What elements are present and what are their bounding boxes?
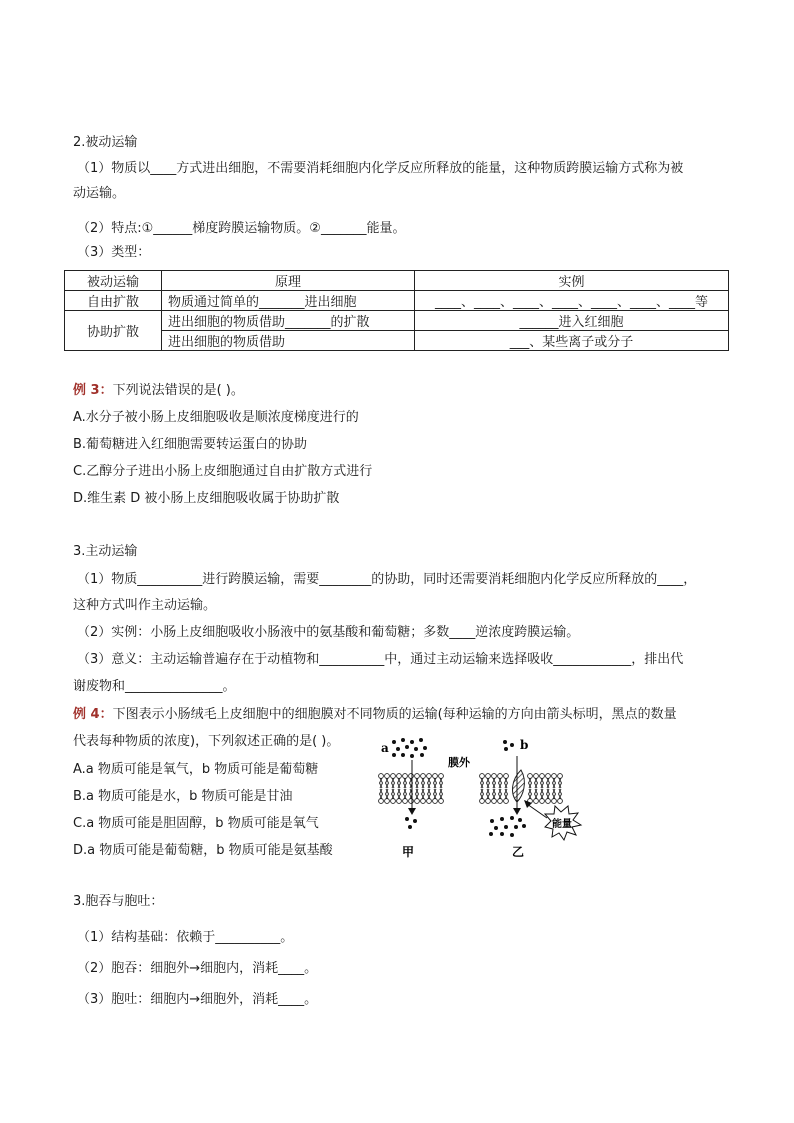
carrier-protein [512,770,524,802]
option-d: D.a 物质可能是葡萄糖，b 物质可能是氨基酸 [73,843,333,858]
option-b: B.a 物质可能是水，b 物质可能是甘油 [73,789,293,804]
paragraph: （2）特点:①______梯度跨膜运输物质。②_______能量。 [77,221,406,236]
section-title: 2.被动运输 [73,135,138,150]
passive-transport-table [64,270,729,351]
example-question [73,706,677,724]
table-row [65,291,729,311]
substance-b-outside-dots [503,740,514,751]
table-cell: 进出细胞的物质借助_______的扩散 [162,311,415,331]
label-b: b [520,738,529,752]
example-question [73,382,244,400]
table-header: 原理 [162,271,415,291]
table-cell: 物质通过简单的_______进出细胞 [162,291,415,311]
table-cell: 协助扩散 [65,311,162,351]
paragraph: （1）物质以____方式进出细胞，不需要消耗细胞内化学反应所释放的能量，这种物质跨膜运输方式称为被 [77,161,684,176]
paragraph: （3）胞吐：细胞内→细胞外，消耗____。 [77,992,318,1007]
question-text: 下列说法错误的是( )。 [112,383,244,398]
energy-arrow [527,804,547,818]
paragraph: 谢废物和_______________。 [73,679,236,694]
membrane-transport-figure [375,728,615,863]
section-title: 3.胞吞与胞吐： [73,894,164,909]
paragraph: 动运输。 [73,186,126,201]
label-jia: 甲 [402,845,415,859]
table-cell: 进出细胞的物质借助 [162,331,415,351]
table-cell: ______进入红细胞 [415,311,729,331]
section-title: 3.主动运输 [73,544,138,559]
membrane-jia [379,774,444,804]
option-c: C.a 物质可能是胆固醇，b 物质可能是氧气 [73,816,319,831]
question-text: 代表每种物质的浓度)，下列叙述正确的是( )。 [73,734,340,749]
arrow-b-head [513,808,521,815]
question-text: 下图表示小肠绒毛上皮细胞中的细胞膜对不同物质的运输(每种运输的方向由箭头标明，黑点的数量 [112,707,677,722]
option-c: C.乙醇分子进出小肠上皮细胞通过自由扩散方式进行 [73,464,373,479]
arrow-a-head [408,808,416,815]
option-b: B.葡萄糖进入红细胞需要转运蛋白的协助 [73,437,308,452]
paragraph: （1）结构基础：依赖于__________。 [77,930,294,945]
table-header: 被动运输 [65,271,162,291]
table-header: 实例 [415,271,729,291]
substance-a-inside-dots [405,817,417,829]
table-cell: 自由扩散 [65,291,162,311]
table-cell: ____、____、____、____、____、____、____等 [415,291,729,311]
option-a: A.a 物质可能是氧气，b 物质可能是葡萄糖 [73,762,319,777]
table-row [65,311,729,331]
paragraph: （1）物质__________进行跨膜运输，需要________的协助，同时还需要消耗细胞内化学反应所释放的____， [77,572,697,587]
table-row [65,331,729,351]
label-outside: 膜外 [448,756,470,769]
paragraph: （3）类型： [77,245,151,260]
label-energy: 能量 [552,819,572,830]
paragraph: 这种方式叫作主动运输。 [73,598,217,613]
label-a: a [381,741,389,755]
table-cell: ___、某些离子或分子 [415,331,729,351]
option-a: A.水分子被小肠上皮细胞吸收是顺浓度梯度进行的 [73,410,359,425]
example-label: 例 4： [73,707,113,722]
option-d: D.维生素 D 被小肠上皮细胞吸收属于协助扩散 [73,491,340,506]
label-yi: 乙 [512,845,525,859]
example-label: 例 3： [73,383,113,398]
substance-a-outside-dots [392,738,427,758]
table-header-row [65,271,729,291]
paragraph: （2）实例：小肠上皮细胞吸收小肠液中的氨基酸和葡萄糖；多数____逆浓度跨膜运输。 [77,625,580,640]
paragraph: （3）意义：主动运输普遍存在于动植物和__________中，通过主动运输来选择吸收____________，排出代 [77,652,684,667]
substance-b-inside-dots [489,816,526,837]
paragraph: （2）胞吞：细胞外→细胞内，消耗____。 [77,961,318,976]
